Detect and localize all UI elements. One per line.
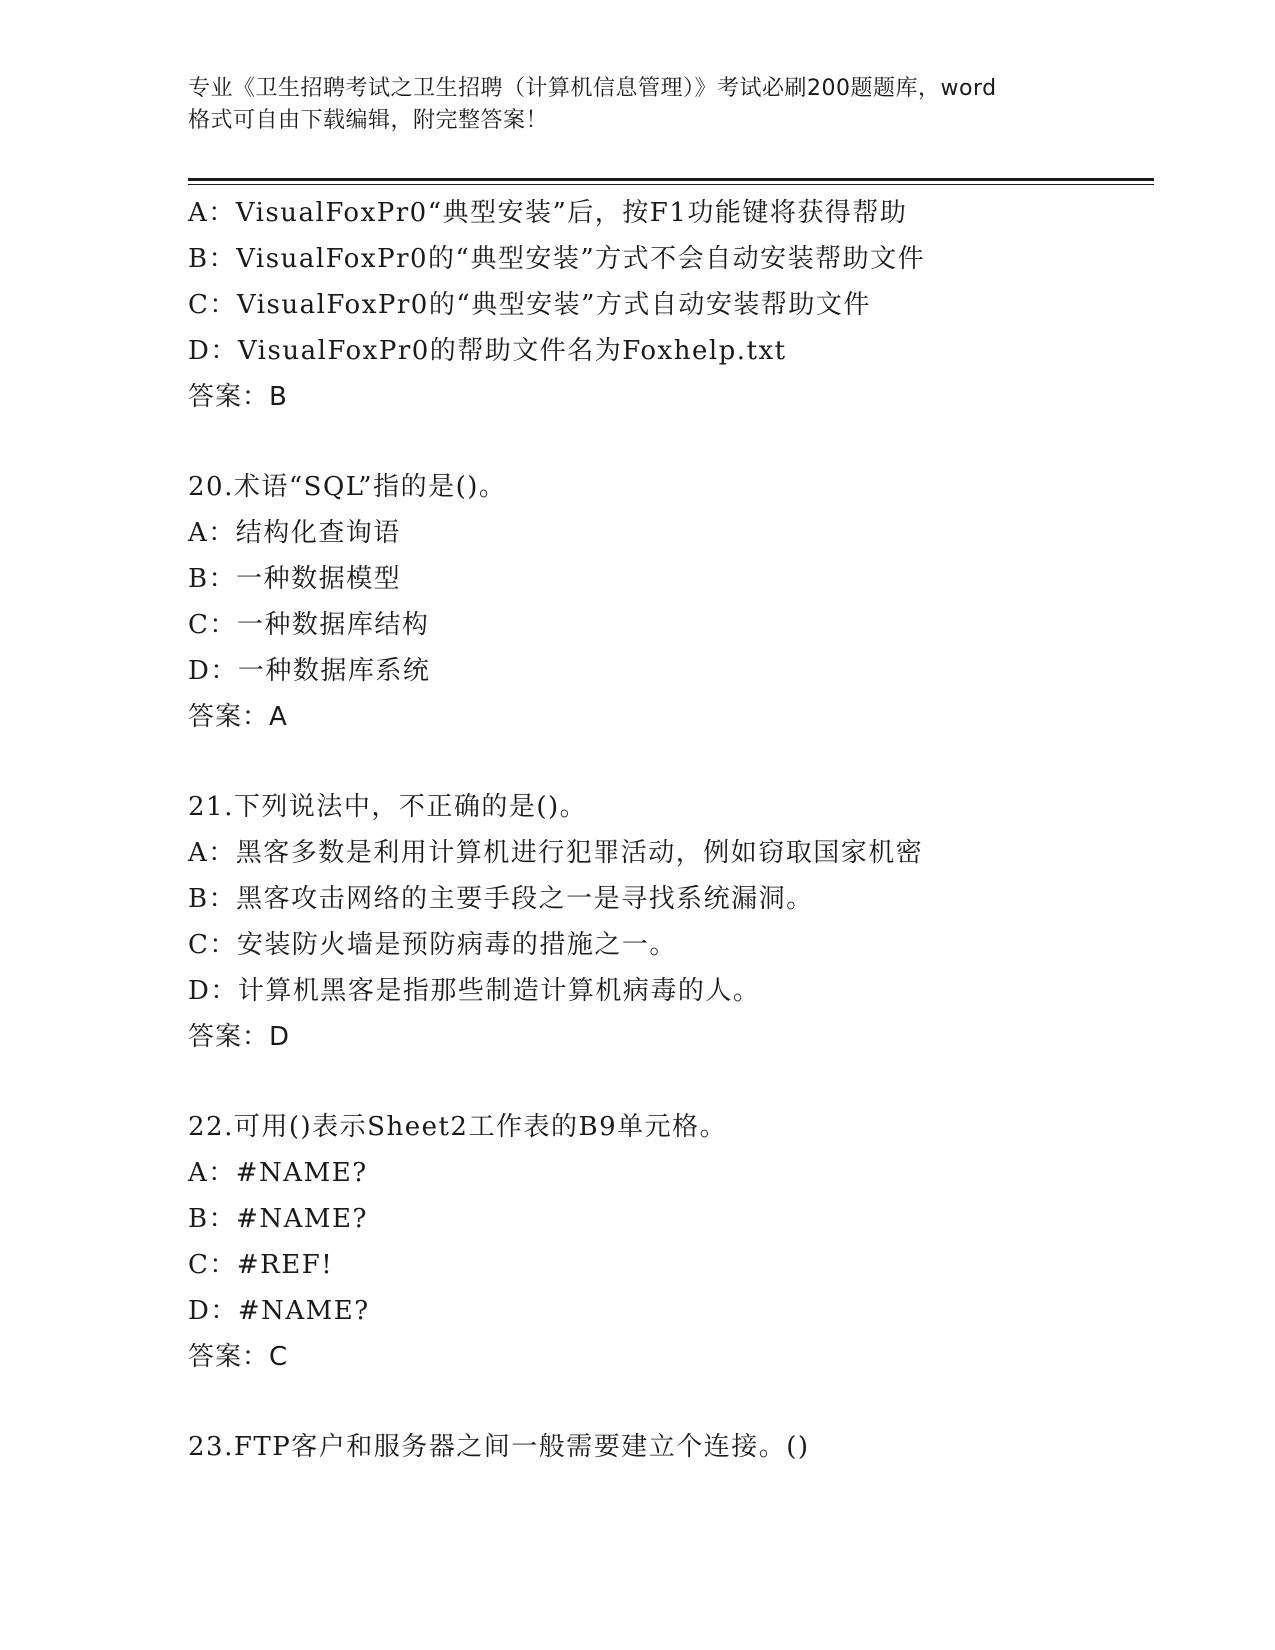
question-text: 20.术语“SQL”指的是()。	[188, 472, 507, 502]
answer: 答案：C	[188, 1342, 289, 1372]
option-c: C：#REF!	[188, 1250, 334, 1280]
option-c: C：一种数据库结构	[188, 610, 430, 640]
option-d: D：VisualFoxPr0的帮助文件名为Foxhelp.txt	[188, 336, 787, 366]
option-b: B：一种数据模型	[188, 564, 402, 594]
question-block-20	[188, 464, 1148, 740]
option-a: A：#NAME?	[188, 1158, 368, 1188]
option-b: B：VisualFoxPr0的“典型安装”方式不会自动安装帮助文件	[188, 244, 926, 274]
header-line-1: 专业《卫生招聘考试之卫生招聘（计算机信息管理）》考试必刷200题题库，word	[188, 76, 997, 101]
option-c: C：VisualFoxPr0的“典型安装”方式自动安装帮助文件	[188, 290, 871, 320]
header-line-2: 格式可自由下载编辑，附完整答案！	[188, 108, 549, 133]
question-text: 21.下列说法中，不正确的是()。	[188, 792, 588, 822]
question-block-22	[188, 1104, 1148, 1380]
answer: 答案：B	[188, 382, 288, 412]
spacer	[188, 420, 1148, 464]
option-c: C：安装防火墙是预防病毒的措施之一。	[188, 930, 677, 960]
document-header	[188, 73, 1088, 137]
header-divider-thick	[188, 178, 1154, 181]
header-divider-thin	[188, 184, 1154, 185]
answer: 答案：A	[188, 702, 288, 732]
question-text: 23.FTP客户和服务器之间一般需要建立个连接。()	[188, 1432, 810, 1462]
question-block-23	[188, 1424, 1148, 1470]
option-a: A：结构化查询语	[188, 518, 401, 548]
option-d: D：计算机黑客是指那些制造计算机病毒的人。	[188, 976, 761, 1006]
option-b: B：黑客攻击网络的主要手段之一是寻找系统漏洞。	[188, 884, 814, 914]
spacer	[188, 740, 1148, 784]
question-block-21	[188, 784, 1148, 1060]
option-b: B：#NAME?	[188, 1204, 368, 1234]
option-a: A：VisualFoxPr0“典型安装”后，按F1功能键将获得帮助	[188, 198, 908, 228]
question-text: 22.可用()表示Sheet2工作表的B9单元格。	[188, 1112, 728, 1142]
option-d: D：一种数据库系统	[188, 656, 431, 686]
answer: 答案：D	[188, 1022, 291, 1052]
option-d: D：#NAME?	[188, 1296, 370, 1326]
spacer	[188, 1380, 1148, 1424]
question-block-19	[188, 190, 1148, 420]
spacer	[188, 1060, 1148, 1104]
question-list	[188, 190, 1148, 1470]
option-a: A：黑客多数是利用计算机进行犯罪活动，例如窃取国家机密	[188, 838, 924, 868]
